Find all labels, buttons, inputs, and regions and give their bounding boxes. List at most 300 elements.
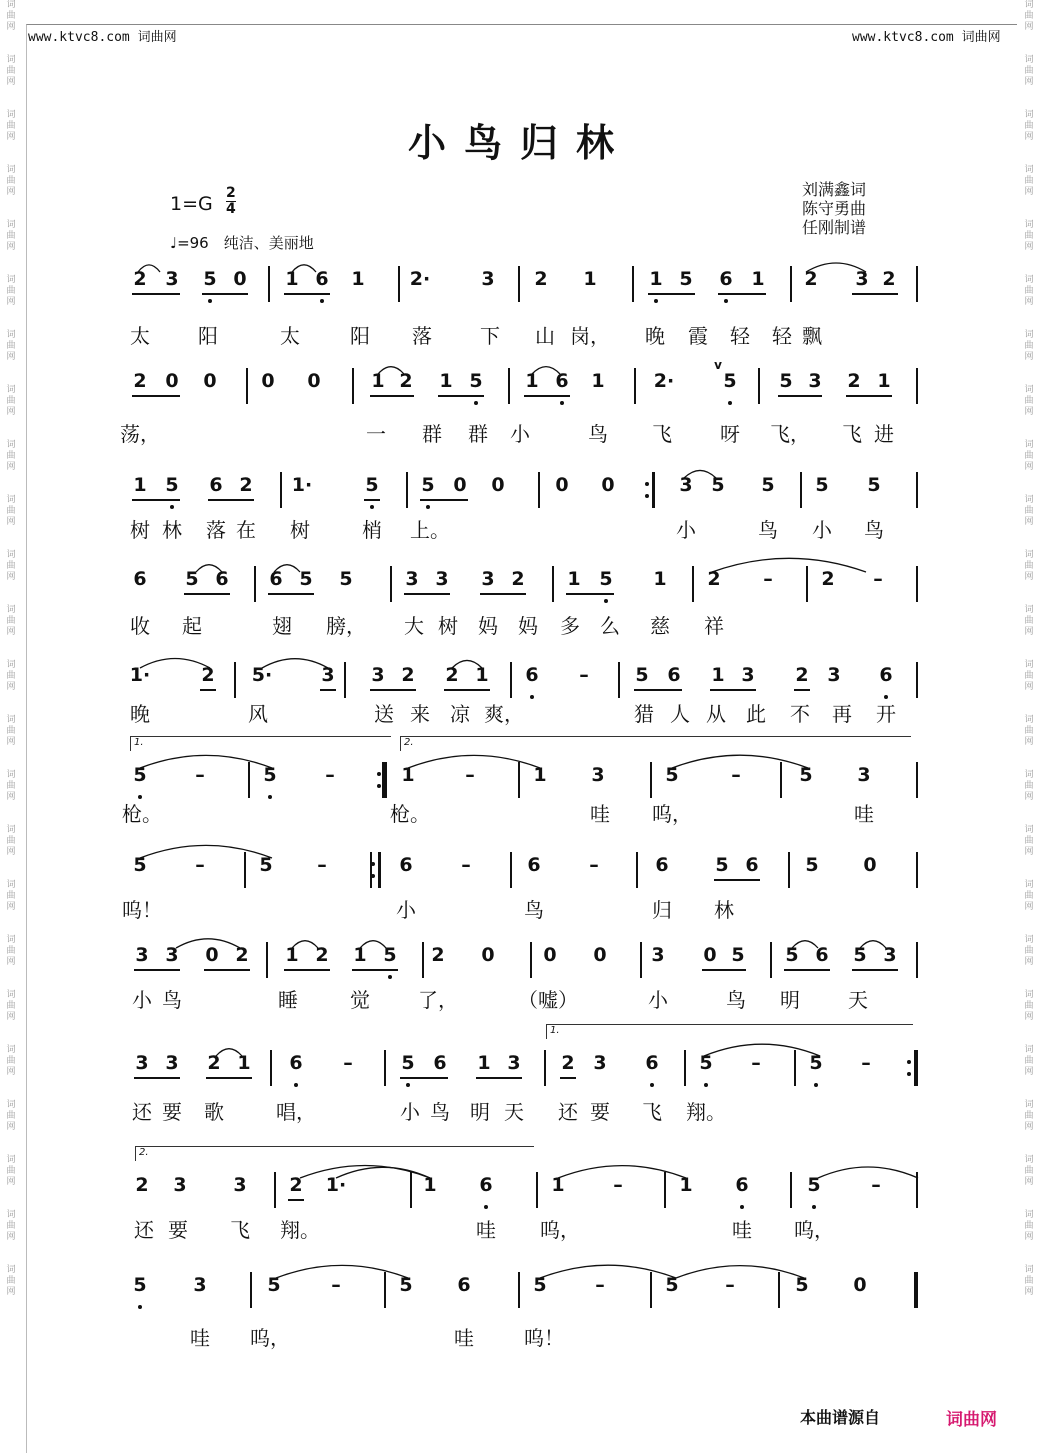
lyric-char: 飘 — [802, 324, 822, 348]
note: 6 — [719, 268, 733, 290]
note: 3 — [481, 568, 495, 590]
note: 1 — [477, 1052, 491, 1074]
note: – — [195, 854, 205, 876]
slur — [336, 1167, 430, 1178]
note: – — [465, 764, 475, 786]
note: 5 — [599, 568, 613, 590]
slur — [262, 659, 328, 668]
note: 0 — [307, 370, 321, 392]
lyric-char: 爽， — [484, 702, 524, 726]
slur — [292, 265, 316, 272]
slur — [216, 1049, 242, 1056]
note: 5 — [203, 268, 217, 290]
note: 5 — [399, 1274, 413, 1296]
note: 5 — [133, 1274, 147, 1296]
lyric-char: 太 — [280, 324, 300, 348]
note: 1· — [325, 1174, 347, 1196]
note: 1 — [591, 370, 605, 392]
note: 5 — [469, 370, 483, 392]
note: 6 — [667, 664, 681, 686]
lyric-char: 明 — [780, 988, 800, 1012]
note: 1 — [285, 268, 299, 290]
lyric-char: 上。 — [410, 518, 450, 542]
volta-number: 2. — [404, 737, 414, 748]
source-label: 本曲谱源自 — [800, 1408, 881, 1427]
note: 0 — [703, 944, 717, 966]
slur — [292, 941, 318, 948]
lyric-char: 还 — [134, 1218, 154, 1242]
note: 3 — [135, 944, 149, 966]
lyric-char: 哇 — [590, 802, 610, 826]
lyric-char: 不 — [790, 702, 810, 726]
source-brand-link[interactable]: 词曲网 — [946, 1410, 997, 1430]
note: 1 — [679, 1174, 693, 1196]
lyric-char: 鸟 — [588, 422, 608, 446]
slur — [138, 265, 160, 272]
note: 2 — [707, 568, 721, 590]
note: 5 — [421, 474, 435, 496]
note: 5 — [807, 1174, 821, 1196]
lyric-char: 飞 — [652, 422, 672, 446]
lyric-char: 凉 — [450, 702, 470, 726]
note: 3 — [855, 268, 869, 290]
note: 1 — [351, 268, 365, 290]
note: 6 — [479, 1174, 493, 1196]
note: 2 — [207, 1052, 221, 1074]
lyric-char: 小 — [510, 422, 530, 446]
lyric-char: 呜， — [540, 1218, 580, 1242]
lyric-char: 呜！ — [122, 898, 162, 922]
note: – — [595, 1274, 605, 1296]
note: 5 — [853, 944, 867, 966]
lyric-char: 鸟 — [524, 898, 544, 922]
lyric-char: 霞 — [688, 324, 708, 348]
volta-number: 1. — [134, 737, 144, 748]
lyric-char: 慈 — [650, 614, 670, 638]
note: 5 — [401, 1052, 415, 1074]
note: 1 — [423, 1174, 437, 1196]
note: 6 — [527, 854, 541, 876]
lyric-char: 送 — [374, 702, 394, 726]
slur — [140, 659, 210, 669]
note: 5 — [867, 474, 881, 496]
lyric-char: 落 — [206, 518, 226, 542]
note: 0 — [233, 268, 247, 290]
note: – — [725, 1274, 735, 1296]
slur — [140, 845, 272, 858]
note: 2 — [431, 944, 445, 966]
note: 5 — [699, 1052, 713, 1074]
note: – — [861, 1052, 871, 1074]
slur — [672, 755, 808, 768]
lyric-char: 鸟 — [758, 518, 778, 542]
note: 6 — [209, 474, 223, 496]
note: 5 — [339, 568, 353, 590]
note: 3 — [371, 664, 385, 686]
note: – — [461, 854, 471, 876]
lyricist: 刘满鑫词 — [802, 180, 867, 199]
slur — [274, 565, 300, 572]
note: 3 — [165, 1052, 179, 1074]
slur — [540, 1265, 676, 1278]
note: 1 — [133, 474, 147, 496]
note: 5 — [805, 854, 819, 876]
lyric-char: 群 — [468, 422, 488, 446]
note: 1 — [711, 664, 725, 686]
note: – — [873, 568, 883, 590]
lyric-char: 归 — [652, 898, 672, 922]
note: 5 — [779, 370, 793, 392]
slur — [792, 941, 818, 948]
note: 0 — [601, 474, 615, 496]
note: 5 — [365, 474, 379, 496]
note: 0 — [261, 370, 275, 392]
lyric-char: 风 — [248, 702, 268, 726]
lyric-char: 小 — [396, 898, 416, 922]
lyric-char: 鸟 — [162, 988, 182, 1012]
note: 6 — [457, 1274, 471, 1296]
note: 5 — [299, 568, 313, 590]
note: 2 — [561, 1052, 575, 1074]
slur — [704, 1044, 820, 1056]
lyric-char: 鸟 — [864, 518, 884, 542]
note: 0 — [481, 944, 495, 966]
lyric-char: 翔。 — [280, 1218, 320, 1242]
note: 5 — [815, 474, 829, 496]
note: 5 — [799, 764, 813, 786]
lyric-char: 阳 — [350, 324, 370, 348]
lyric-char: 晚 — [130, 702, 150, 726]
note: 0 — [555, 474, 569, 496]
lyric-char: 群 — [422, 422, 442, 446]
lyric-char: 妈 — [518, 614, 538, 638]
site-url-left[interactable]: www.ktvc8.com 词曲网 — [28, 30, 177, 45]
note: 6 — [269, 568, 283, 590]
note: 1 — [877, 370, 891, 392]
note: 1 — [533, 764, 547, 786]
slur — [532, 367, 560, 374]
note: 3 — [679, 474, 693, 496]
note: 1 — [353, 944, 367, 966]
note: 2 — [534, 268, 548, 290]
note: 3 — [233, 1174, 247, 1196]
note: 5 — [711, 474, 725, 496]
note: – — [589, 854, 599, 876]
note: 5 — [785, 944, 799, 966]
note: 2 — [511, 568, 525, 590]
note: 6 — [879, 664, 893, 686]
note: – — [317, 854, 327, 876]
note: 1 — [751, 268, 765, 290]
note: 5· — [251, 664, 273, 686]
note: 6 — [655, 854, 669, 876]
key-signature: 1=G — [170, 193, 213, 215]
slur — [712, 558, 866, 572]
site-url-right[interactable]: www.ktvc8.com 词曲网 — [852, 30, 1001, 45]
note: 1 — [649, 268, 663, 290]
note: 5 — [665, 1274, 679, 1296]
lyric-char: 歌 — [204, 1100, 224, 1124]
lyric-char: 山 — [535, 324, 555, 348]
lyric-char: 要 — [590, 1100, 610, 1124]
note: 3 — [481, 268, 495, 290]
lyric-char: 下 — [480, 324, 500, 348]
arranger: 任刚制谱 — [802, 218, 867, 237]
lyric-char: 呀 — [720, 422, 740, 446]
lyric-char: 妈 — [478, 614, 498, 638]
note: 2 — [289, 1174, 303, 1196]
note: 1 — [401, 764, 415, 786]
song-title: 小鸟归林 — [407, 120, 632, 165]
note: 2· — [409, 268, 431, 290]
lyric-char: 还 — [132, 1100, 152, 1124]
lyric-char: 岗， — [570, 324, 610, 348]
lyric-char: 要 — [162, 1100, 182, 1124]
note: 2 — [882, 268, 896, 290]
lyric-char: 太 — [130, 324, 150, 348]
note: 3 — [591, 764, 605, 786]
slur — [684, 470, 716, 478]
lyric-char: 呜！ — [524, 1326, 564, 1350]
note: 3 — [435, 568, 449, 590]
lyric-char: 呜， — [250, 1326, 290, 1350]
lyric-char: 轻 — [730, 324, 750, 348]
lyric-char: 落 — [412, 324, 432, 348]
lyric-char: 了， — [418, 988, 458, 1012]
lyric-char: 翔。 — [686, 1100, 726, 1124]
note: 3 — [405, 568, 419, 590]
slur — [276, 1265, 408, 1278]
note: – — [613, 1174, 623, 1196]
note: 5 — [665, 764, 679, 786]
lyric-char: 进 — [874, 422, 894, 446]
note: 5 — [133, 764, 147, 786]
lyric-char: 一 — [366, 422, 386, 446]
note: 6 — [525, 664, 539, 686]
lyric-char: 小 — [132, 988, 152, 1012]
note: 0 — [165, 370, 179, 392]
note: 5 — [635, 664, 649, 686]
note: 5 — [185, 568, 199, 590]
slur — [452, 661, 482, 669]
lyric-char: 人 — [670, 702, 690, 726]
lyric-char: 林 — [162, 518, 182, 542]
lyric-char: 起 — [182, 614, 202, 638]
note: 2 — [135, 1174, 149, 1196]
lyric-char: 还 — [558, 1100, 578, 1124]
lyric-char: 睡 — [278, 988, 298, 1012]
left-edge-watermark: 词 曲 网 词 曲 网 词 曲 网 词 曲 网 词 曲 网 词 曲 网 词 曲 网 词 曲 网 词 曲 网 词 曲 网 词 曲 网 词 曲 网 词 曲 网 词 曲 网 词 曲 网 词 曲 网 词 曲 网 词 曲 网 词 曲 网 词 曲 网 词 曲 网 词 曲 网 词 曲 网 词 曲 网 — [6, 0, 16, 1297]
lyric-char: 鸟 — [726, 988, 746, 1012]
note: 2 — [445, 664, 459, 686]
lyric-char: 飞 — [842, 422, 862, 446]
note: 3 — [165, 944, 179, 966]
note: 2 — [315, 944, 329, 966]
note: 1· — [129, 664, 151, 686]
lyric-char: 飞 — [230, 1218, 250, 1242]
note: 1 — [525, 370, 539, 392]
lyric-char: 哇 — [190, 1326, 210, 1350]
lyric-char: 树 — [290, 518, 310, 542]
note: – — [731, 764, 741, 786]
note: 0 — [205, 944, 219, 966]
note: – — [579, 664, 589, 686]
note: – — [343, 1052, 353, 1074]
note: – — [325, 764, 335, 786]
slur — [818, 1167, 918, 1178]
meter-denominator: 4 — [226, 201, 236, 217]
lyric-char: 小 — [812, 518, 832, 542]
lyric-char: 收 — [130, 614, 150, 638]
note: 6 — [555, 370, 569, 392]
note: 1· — [291, 474, 313, 496]
lyric-char: 鸟 — [430, 1100, 450, 1124]
note: – — [763, 568, 773, 590]
note: 2 — [239, 474, 253, 496]
note: 5 — [267, 1274, 281, 1296]
lyric-char: 轻 — [772, 324, 792, 348]
note: 2 — [847, 370, 861, 392]
lyric-char: 哇 — [476, 1218, 496, 1242]
note: – — [751, 1052, 761, 1074]
breath-mark: v — [714, 358, 722, 372]
note: 6 — [133, 568, 147, 590]
note: 2 — [235, 944, 249, 966]
volta-number: 2. — [139, 1147, 149, 1158]
lyric-char: 天 — [504, 1100, 524, 1124]
note: 3 — [808, 370, 822, 392]
note: 3 — [135, 1052, 149, 1074]
note: 3 — [507, 1052, 521, 1074]
note: 5 — [533, 1274, 547, 1296]
note: 5 — [165, 474, 179, 496]
volta-number: 1. — [550, 1025, 560, 1036]
note: 0 — [203, 370, 217, 392]
lyric-char: 大 — [404, 614, 424, 638]
note: 3 — [827, 664, 841, 686]
lyric-char: 枪。 — [122, 802, 162, 826]
note: 2 — [401, 664, 415, 686]
lyric-char: 飞， — [770, 422, 810, 446]
note: 1 — [567, 568, 581, 590]
note: 3 — [593, 1052, 607, 1074]
meter-numerator: 2 — [226, 185, 236, 201]
lyric-char: 从 — [706, 702, 726, 726]
note: 1 — [371, 370, 385, 392]
lyric-char: 小 — [400, 1100, 420, 1124]
note: 6 — [645, 1052, 659, 1074]
lyric-char: 天 — [848, 988, 868, 1012]
lyric-char: 来 — [410, 702, 430, 726]
note: 0 — [593, 944, 607, 966]
note: 5 — [383, 944, 397, 966]
lyric-char: 唱， — [276, 1100, 316, 1124]
lyric-char: 小 — [676, 518, 696, 542]
note: 2 — [133, 268, 147, 290]
note: 3 — [173, 1174, 187, 1196]
note: 5 — [723, 370, 737, 392]
note: 6 — [399, 854, 413, 876]
lyric-char: 要 — [168, 1218, 188, 1242]
note: 1 — [653, 568, 667, 590]
note: – — [331, 1274, 341, 1296]
lyric-char: 梢 — [362, 518, 382, 542]
lyric-char: 树 — [130, 518, 150, 542]
slur — [300, 1166, 430, 1179]
lyric-char: 多 — [560, 614, 580, 638]
lyric-char: 晚 — [645, 324, 665, 348]
right-edge-watermark: 词 曲 网 词 曲 网 词 曲 网 词 曲 网 词 曲 网 词 曲 网 词 曲 网 词 曲 网 词 曲 网 词 曲 网 词 曲 网 词 曲 网 词 曲 网 词 曲 网 词 曲 网 词 曲 网 词 曲 网 词 曲 网 词 曲 网 词 曲 网 词 曲 网 词 曲 网 词 曲 网 词 曲 网 — [1024, 0, 1034, 1297]
lyric-char: 翅 — [272, 614, 292, 638]
lyric-char: 呜， — [652, 802, 692, 826]
note: 6 — [735, 1174, 749, 1196]
tempo-marking: ♩=96 纯洁、美丽地 — [170, 234, 314, 252]
lyric-char: 哇 — [854, 802, 874, 826]
lyric-char: 祥 — [704, 614, 724, 638]
lyric-char: 在 — [236, 518, 256, 542]
slur — [176, 939, 240, 948]
slur — [360, 941, 386, 948]
note: 1 — [285, 944, 299, 966]
note: 6 — [433, 1052, 447, 1074]
note: 6 — [315, 268, 329, 290]
slur — [140, 755, 272, 768]
lyric-char: 飞 — [642, 1100, 662, 1124]
note: 1 — [237, 1052, 251, 1074]
note: 6 — [745, 854, 759, 876]
note: 2 — [821, 568, 835, 590]
note: 6 — [815, 944, 829, 966]
lyric-char: 林 — [714, 898, 734, 922]
note: 5 — [809, 1052, 823, 1074]
composer: 陈守勇曲 — [802, 199, 867, 218]
note: 5 — [263, 764, 277, 786]
lyric-char: 膀， — [326, 614, 366, 638]
lyric-char: 荡， — [120, 422, 160, 446]
lyric-char: 觉 — [350, 988, 370, 1012]
note: 1 — [475, 664, 489, 686]
lyric-char: 再 — [832, 702, 852, 726]
lyric-char: 猎 — [634, 702, 654, 726]
slur — [558, 1166, 686, 1178]
note: 1 — [583, 268, 597, 290]
slur — [806, 263, 866, 272]
note: 5 — [731, 944, 745, 966]
note: 2 — [795, 664, 809, 686]
note: 5 — [795, 1274, 809, 1296]
lyric-char: 树 — [438, 614, 458, 638]
lyric-char: 么 — [600, 614, 620, 638]
slur — [408, 755, 540, 768]
note: 5 — [259, 854, 273, 876]
note: 6 — [289, 1052, 303, 1074]
note: 2 — [804, 268, 818, 290]
note: 0 — [543, 944, 557, 966]
lyric-char: 哇 — [732, 1218, 752, 1242]
lyric-char: 开 — [876, 702, 896, 726]
note: 0 — [853, 1274, 867, 1296]
lyric-char: 明 — [470, 1100, 490, 1124]
lyric-char: 呜， — [794, 1218, 834, 1242]
note: 2· — [653, 370, 675, 392]
note: 1 — [439, 370, 453, 392]
note: 5 — [679, 268, 693, 290]
lyric-char: 此 — [746, 702, 766, 726]
note: 2 — [133, 370, 147, 392]
lyric-char: 哇 — [454, 1326, 474, 1350]
slur — [196, 565, 222, 572]
note: 3 — [741, 664, 755, 686]
